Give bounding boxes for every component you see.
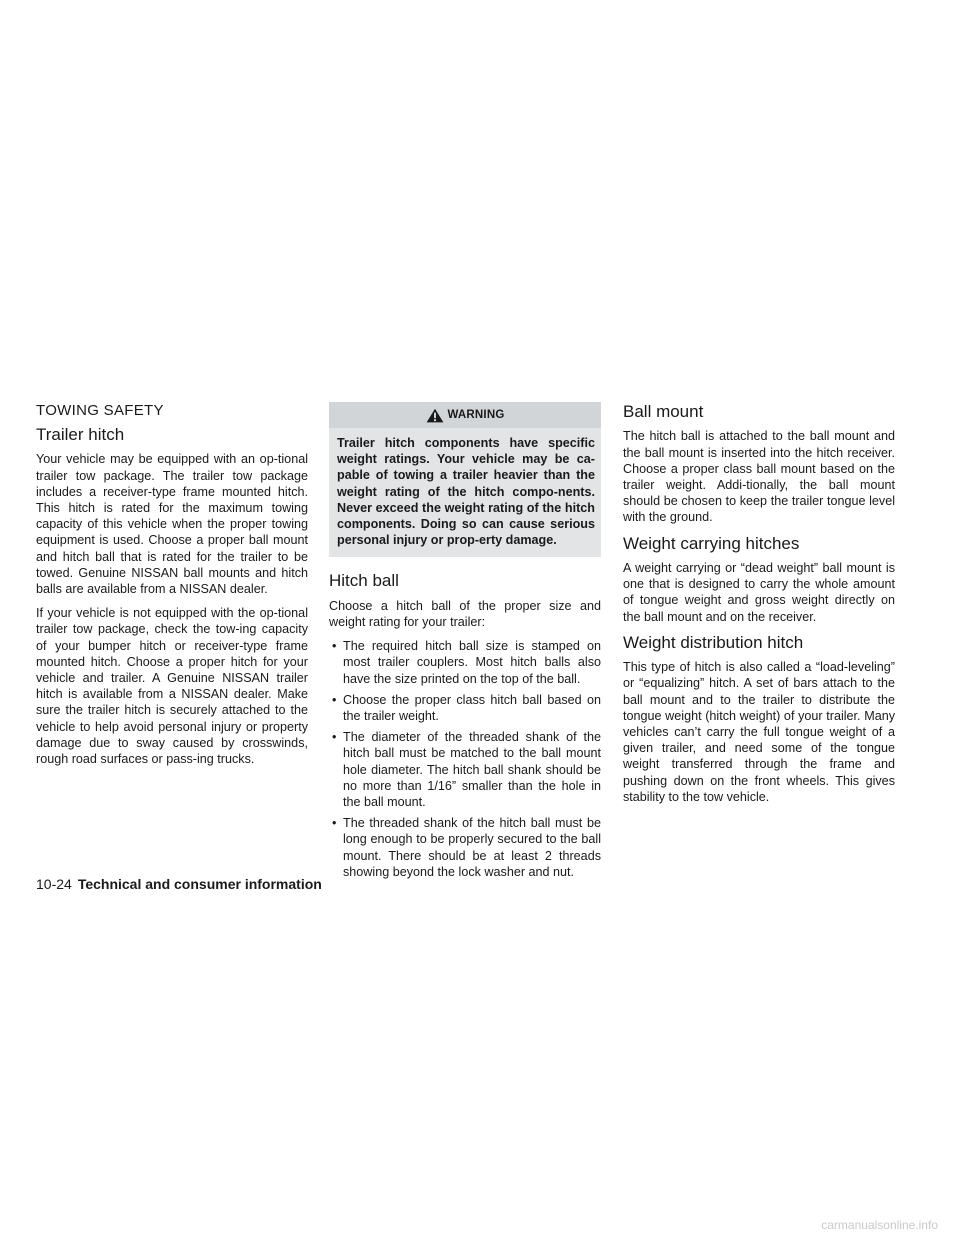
list-item: • Choose the proper class hitch ball based on the trailer weight. [329,692,601,724]
page-number: 10-24 [36,876,72,892]
warning-box [329,402,601,557]
list-item: • The diameter of the threaded shank of the hitch ball must be matched to the ball mount hole diameter. The hitch ball shank should be no more than 1/16” smaller than the hole in the ball mount. [329,729,601,810]
column-right [623,402,895,813]
paragraph-trailer-hitch-1: Your vehicle may be equipped with an op-tional trailer tow package. The trailer tow package includes a receiver-type frame mounted hitch. This hitch is rated for the maximum towing capacity of this vehicle when the proper towing equipment is used. Choose a proper ball mount and hitch ball that is rated for the trailer to be towed. Genuine NISSAN ball mounts and hitch balls are available from a NISSAN dealer. [36,452,308,597]
heading-weight-distribution: Weight distribution hitch [623,632,804,652]
watermark: carmanualsonline.info [821,1218,938,1232]
heading-weight-carrying: Weight carrying hitches [623,533,800,553]
hitch-ball-list [329,638,601,880]
list-item: • The required hitch ball size is stamped on most trailer couplers. Most hitch balls also have the size printed on the top of the ball. [329,638,601,687]
heading-hitch-ball: Hitch ball [329,571,399,591]
column-left [36,402,308,775]
warning-label: WARNING [447,409,505,421]
paragraph-ball-mount: The hitch ball is attached to the ball mount and the ball mount is inserted into the hitch receiver. Choose a proper class ball mount based on the trailer weight. Addi-tionally, the ball mount should be chosen to keep the trailer tongue level with the ground. [623,429,895,525]
heading-trailer-hitch: Trailer hitch [36,425,125,444]
column-middle [329,402,601,885]
paragraph-hitch-ball-intro: Choose a hitch ball of the proper size and weight rating for your trailer: [329,598,601,630]
chapter-title: Technical and consumer information [77,876,322,892]
warning-triangle-icon [426,408,444,423]
list-item: • The threaded shank of the hitch ball must be long enough to be properly secured to the ball mount. There should be at least 2 threads showing beyond the lock washer and nut. [329,815,601,880]
paragraph-weight-distribution: This type of hitch is also called a “load-leveling” or “equalizing” hitch. A set of bars attach to the ball mount and to the trailer to distribute the tongue weight (hitch weight) of your trailer. Many vehicles can’t carry the full tongue weight of a given trailer, and need some of the tongue weight transferred through the frame and pushing down on the front wheels. This gives stability to the tow vehicle. [623,660,895,804]
warning-text: Trailer hitch components have specific weight ratings. Your vehicle may be ca-pable of towing a trailer heavier than the weight rating of the hitch compo-nents. Never exceed the weight rating of the hitch components. Doing so can cause serious personal injury or prop-erty damage. [337,436,595,548]
heading-ball-mount: Ball mount [623,402,704,421]
warning-header [329,402,601,428]
page-footer [36,876,322,892]
paragraph-weight-carrying: A weight carrying or “dead weight” ball mount is one that is designed to carry the whole amount of tongue weight and gross weight directly on the ball mount and on the receiver. [623,561,895,624]
section-title: TOWING SAFETY [36,402,164,419]
paragraph-trailer-hitch-2: If your vehicle is not equipped with the op-tional trailer tow package, check the tow-ing capacity of your bumper hitch or receiver-type frame mounted hitch. Choose a proper hitch for your vehicle and trailer. A Genuine NISSAN trailer hitch is available from a NISSAN dealer. Make sure the trailer hitch is securely attached to the vehicle to help avoid personal injury or property damage due to sway caused by crosswinds, rough road surfaces or pass-ing trucks. [36,606,308,767]
